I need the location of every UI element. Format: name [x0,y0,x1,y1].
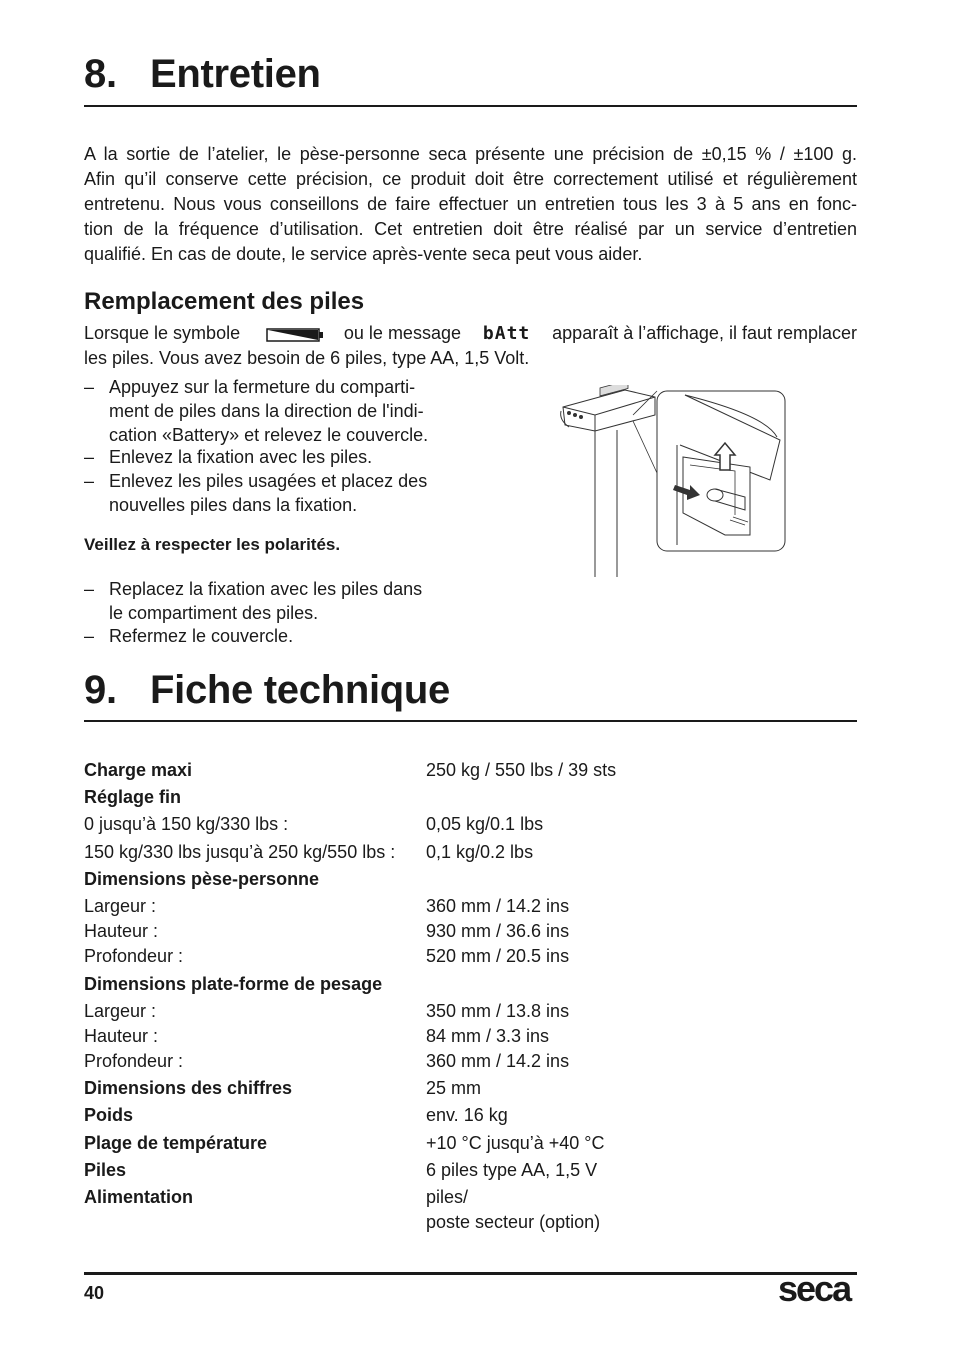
spec-label: 150 kg/330 lbs jusqu’à 250 kg/550 lbs : [84,842,396,862]
step-item [84,624,474,648]
step-item [84,577,474,625]
battery-text-part-2: ou le message [343,323,461,343]
intro-line: tion de la fréquence d’utilisation. Cet entretien doit être réalisé par un service d’entretien [84,219,857,239]
spec-value: 25 mm [426,1078,482,1098]
spec-label: Dimensions des chiffres [84,1078,293,1098]
step-item [84,469,474,517]
battery-text-part-1: Lorsque le symbole [84,323,241,343]
step-line: Appuyez sur la fermeture du comparti- [109,377,416,397]
spec-label: Largeur : [84,896,157,916]
spec-value: 360 mm / 14.2 ins [426,1051,570,1071]
spec-value: 520 mm / 20.5 ins [426,946,570,966]
section-9-number: 9. [84,668,117,712]
spec-label: Poids [84,1105,134,1125]
polarity-note: Veillez à respecter les polarités. [84,535,341,554]
spec-value: 250 kg / 550 lbs / 39 sts [426,760,617,780]
footer-rule [84,1272,857,1275]
spec-label: Dimensions plate-forme de pesage [84,974,383,994]
spec-value: 84 mm / 3.3 ins [426,1026,550,1046]
step-line: Refermez le couvercle. [109,626,294,646]
spec-label: Plage de température [84,1133,268,1153]
spec-value: 350 mm / 13.8 ins [426,1001,570,1021]
spec-label: Réglage fin [84,787,182,807]
spec-value: 0,1 kg/0.2 lbs [426,842,534,862]
spec-label: Piles [84,1160,127,1180]
battery-subheading: Remplacement des piles [84,288,365,315]
section-8-number: 8. [84,52,117,96]
battery-text-part-3: apparaît à l’affichage, il faut remplacer [552,323,857,343]
battery-intro-line-1 [84,321,857,346]
battery-compartment-illustration [555,385,790,580]
step-dash: – [84,471,95,491]
step-line: ment de piles dans la direction de l'indi- [109,401,424,421]
spec-label: Profondeur : [84,946,184,966]
spec-label: 0 jusqu’à 150 kg/330 lbs : [84,814,289,834]
section-9-rule [84,720,857,722]
step-item [84,375,474,447]
spec-label: Profondeur : [84,1051,184,1071]
spec-label: Dimensions pèse-personne [84,869,320,889]
section-8-rule [84,105,857,107]
spec-label: Largeur : [84,1001,157,1021]
section-8-heading [84,52,321,97]
spec-label: Charge maxi [84,760,193,780]
step-line: Enlevez les piles usagées et placez des [109,471,428,491]
battery-intro-line-2: les piles. Vous avez besoin de 6 piles, type AA, 1,5 Volt. [84,348,530,368]
section-9-heading [84,668,450,713]
section-9-title: Fiche technique [150,668,450,712]
intro-line: Afin qu’il conserve cette précision, ce produit doit être correctement utilisé et régulièrement [84,169,857,189]
spec-value: poste secteur (option) [426,1212,601,1232]
seca-logo: seca [778,1268,851,1309]
battery-low-icon [266,326,318,342]
spec-label: Alimentation [84,1187,194,1207]
step-line: Enlevez la fixation avec les piles. [109,447,373,467]
step-dash: – [84,626,95,646]
spec-value: env. 16 kg [426,1105,508,1125]
spec-value: +10 °C jusqu’à +40 °C [426,1133,605,1153]
step-item [84,445,474,469]
section-8-title: Entretien [150,52,321,96]
intro-line: A la sortie de l’atelier, le pèse-personne seca présente une précision de ±0,15 % / ±100 g. [84,144,857,164]
spec-label: Hauteur : [84,1026,159,1046]
step-line: nouvelles piles dans la fixation. [109,495,358,515]
spec-value: 6 piles type AA, 1,5 V [426,1160,598,1180]
page-number: 40 [84,1283,105,1303]
intro-paragraph [84,142,857,267]
spec-value: 0,05 kg/0.1 lbs [426,814,544,834]
step-dash: – [84,447,95,467]
step-line: cation «Battery» et relevez le couvercle. [109,425,429,445]
spec-label: Hauteur : [84,921,159,941]
intro-line: qualifié. En cas de doute, le service après-vente seca peut vous aider. [84,244,643,264]
spec-value: 360 mm / 14.2 ins [426,896,570,916]
spec-value: 930 mm / 36.6 ins [426,921,570,941]
step-line: le compartiment des piles. [109,603,319,623]
intro-line: entretenu. Nous vous conseillons de faire effectuer un entretien tous les 3 à 5 ans en fonc- [84,194,857,214]
step-dash: – [84,377,95,397]
spec-value: piles/ [426,1187,469,1207]
step-dash: – [84,579,95,599]
batt-display-message: bAtt [482,323,531,344]
step-line: Replacez la fixation avec les piles dans [109,579,423,599]
